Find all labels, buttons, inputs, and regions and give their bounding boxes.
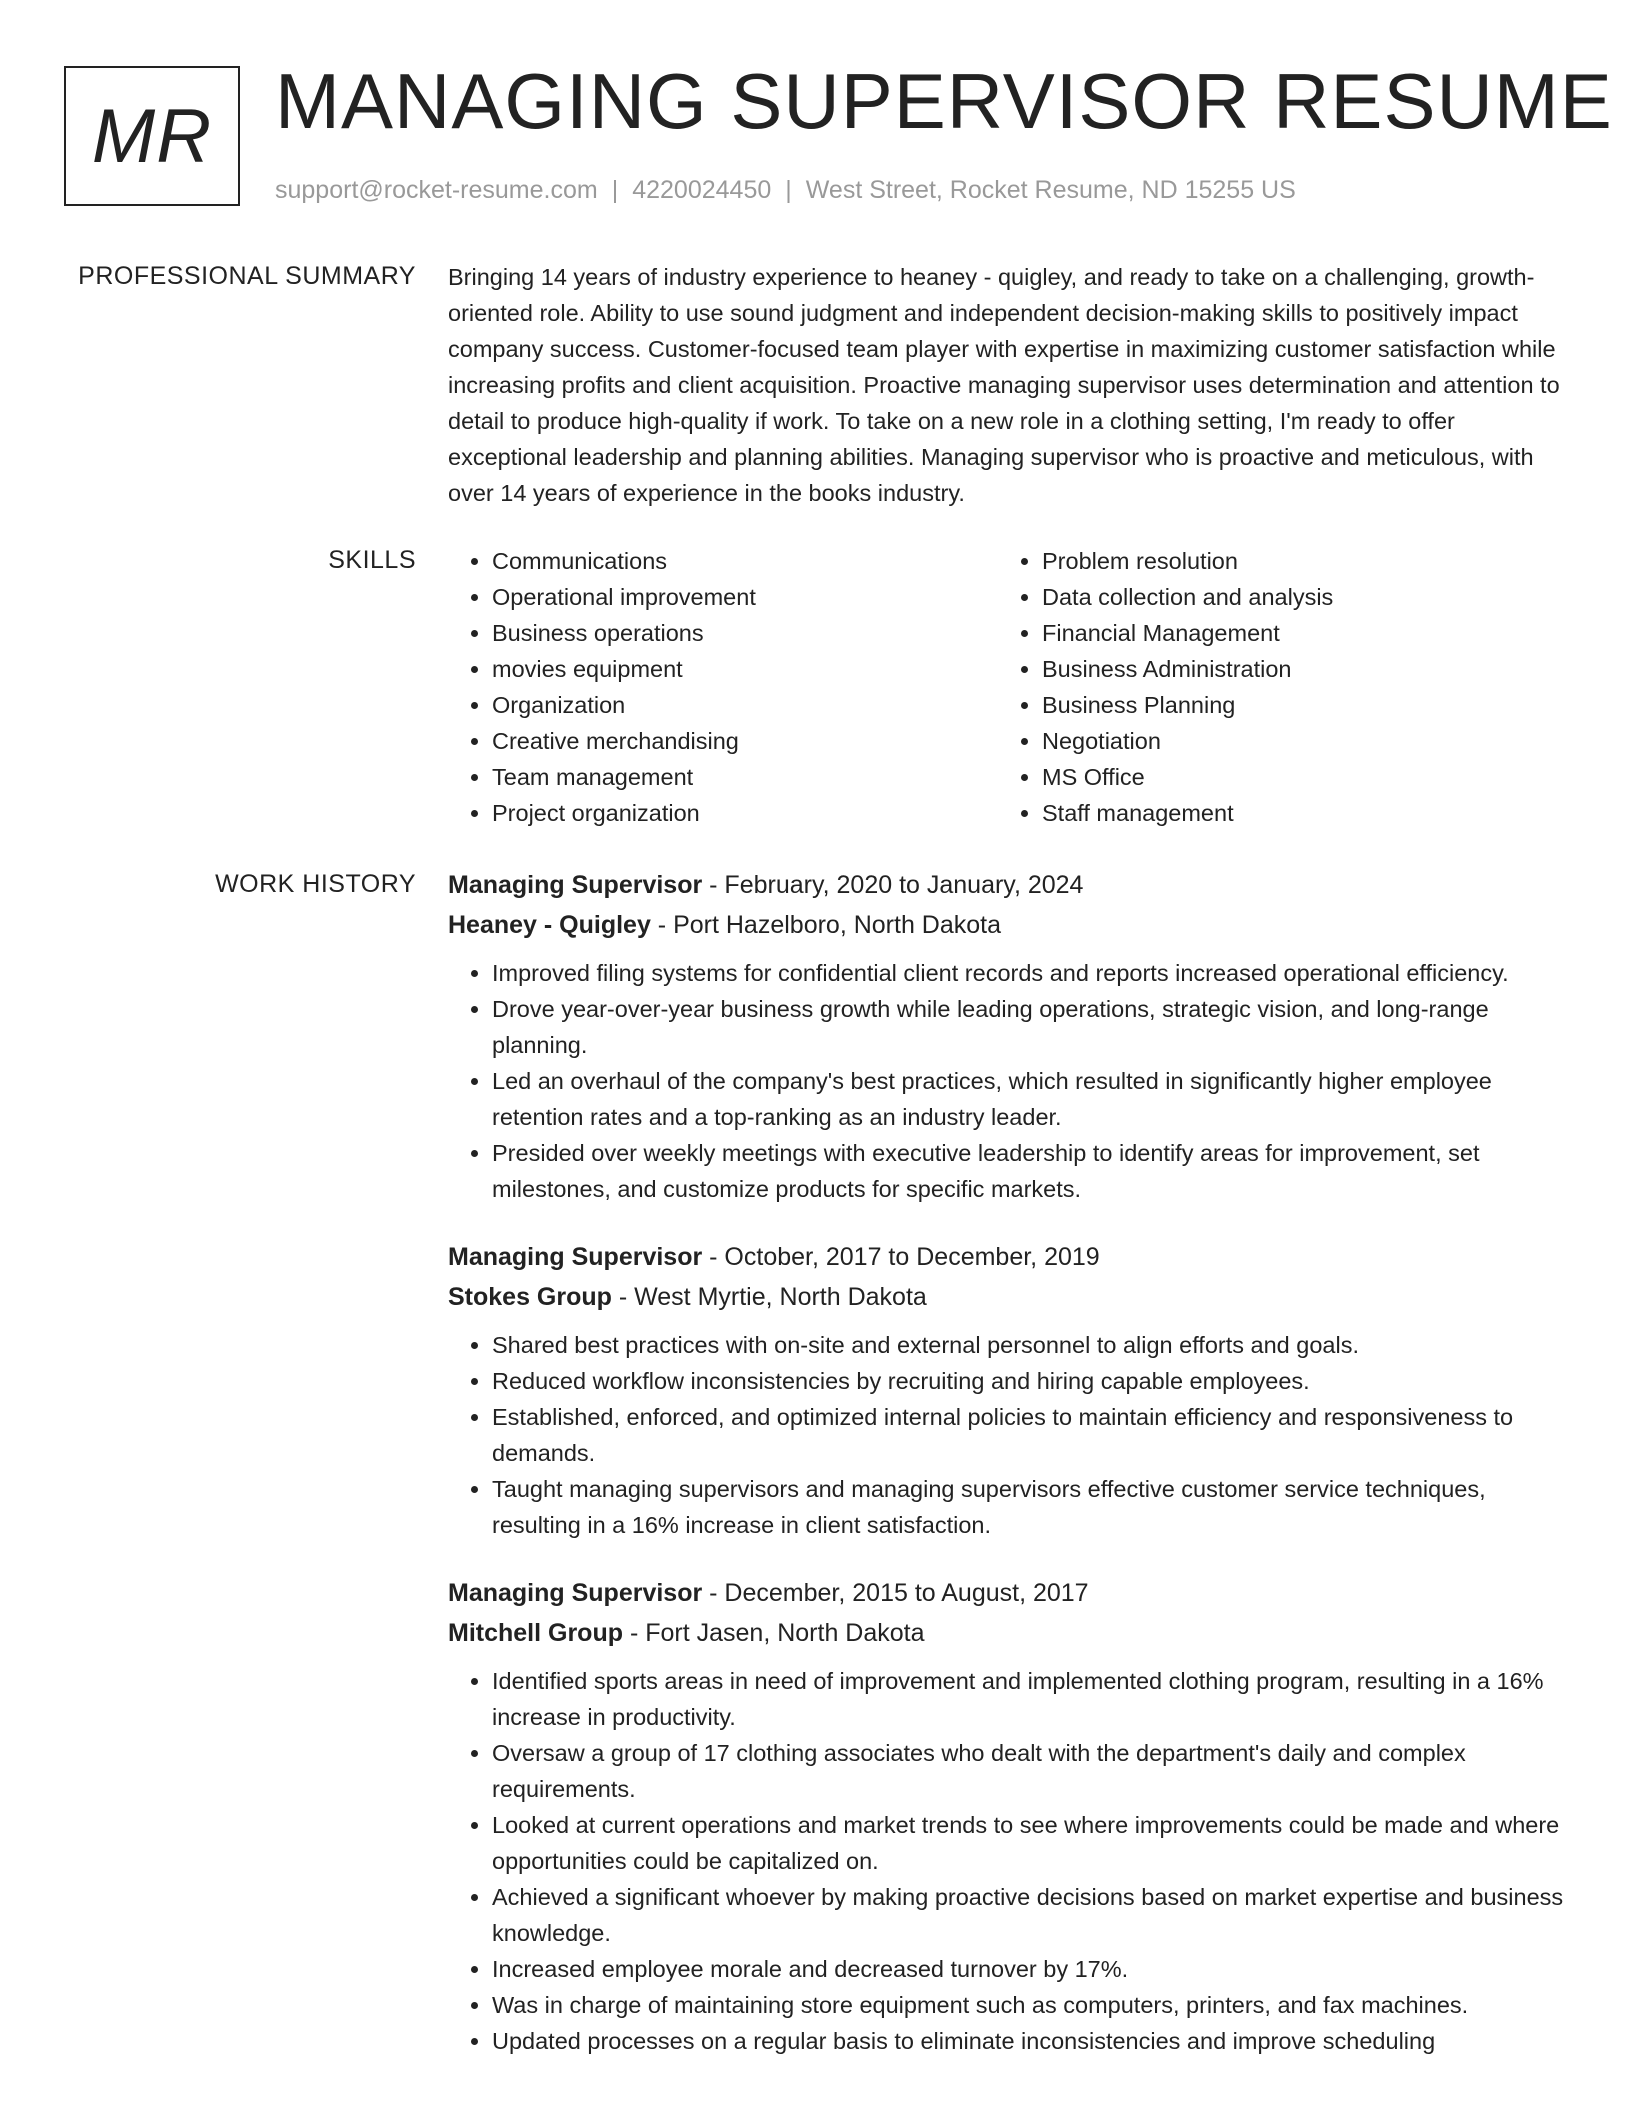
job-bullet: • Was in charge of maintaining store equipment such as computers, printers, and fax machines. bbox=[492, 1987, 1568, 2023]
job-company-line bbox=[448, 1277, 1568, 1317]
job-bullet: • Established, enforced, and optimized internal policies to maintain efficiency and responsiveness to demands. bbox=[492, 1399, 1568, 1471]
skill-item: • Team management bbox=[492, 759, 998, 795]
contact-separator: | bbox=[785, 176, 792, 204]
skills-section bbox=[448, 543, 1568, 831]
job-entry bbox=[448, 1573, 1568, 2059]
skill-item: • Creative merchandising bbox=[492, 723, 998, 759]
job-company-line bbox=[448, 1613, 1568, 1653]
job-bullets bbox=[448, 1327, 1568, 1543]
job-entry bbox=[448, 865, 1568, 1207]
job-bullet: • Improved filing systems for confidential client records and reports increased operational efficiency. bbox=[492, 955, 1568, 991]
work-history-heading: WORK HISTORY bbox=[215, 870, 416, 898]
contact-line bbox=[275, 176, 1296, 205]
monogram-initials: MR bbox=[91, 93, 213, 179]
job-bullet: • Reduced workflow inconsistencies by recruiting and hiring capable employees. bbox=[492, 1363, 1568, 1399]
work-history-section bbox=[448, 865, 1568, 2089]
job-title: Managing Supervisor bbox=[448, 871, 703, 899]
skill-item: • Project organization bbox=[492, 795, 998, 831]
job-bullet: • Shared best practices with on-site and external personnel to align efforts and goals. bbox=[492, 1327, 1568, 1363]
job-company-line bbox=[448, 905, 1568, 945]
job-title: Managing Supervisor bbox=[448, 1243, 703, 1271]
summary-text: Bringing 14 years of industry experience to heaney - quigley, and ready to take on a challenging, growth-oriented role. Ability to use sound judgment and independent decision-making skills to positively impact company success. Customer-focused team player with expertise in maximizing customer satisfaction while increasing profits and client acquisition. Proactive managing supervisor uses determination and attention to detail to produce high-quality if work. To take on a new role in a clothing setting, I'm ready to offer exceptional leadership and planning abilities. Managing supervisor who is proactive and meticulous, with over 14 years of experience in the books industry. bbox=[448, 264, 1560, 506]
job-bullets bbox=[448, 955, 1568, 1207]
job-company: Mitchell Group bbox=[448, 1619, 623, 1647]
skill-item: • MS Office bbox=[1042, 759, 1548, 795]
skill-item: • Organization bbox=[492, 687, 998, 723]
job-bullet: • Oversaw a group of 17 clothing associates who dealt with the department's daily and complex requirements. bbox=[492, 1735, 1568, 1807]
job-bullet: • Updated processes on a regular basis to eliminate inconsistencies and improve scheduling bbox=[492, 2023, 1568, 2059]
skill-item: • Operational improvement bbox=[492, 579, 998, 615]
job-title-line bbox=[448, 1237, 1568, 1277]
skills-heading: SKILLS bbox=[328, 546, 416, 574]
contact-address: West Street, Rocket Resume, ND 15255 US bbox=[805, 176, 1296, 204]
job-title-line bbox=[448, 865, 1568, 905]
job-dates: - December, 2015 to August, 2017 bbox=[702, 1579, 1089, 1607]
skill-item: • Problem resolution bbox=[1042, 543, 1548, 579]
skill-item: • Business Planning bbox=[1042, 687, 1548, 723]
job-company: Stokes Group bbox=[448, 1283, 612, 1311]
job-bullet: • Looked at current operations and market trends to see where improvements could be made and where opportunities could be capitalized on. bbox=[492, 1807, 1568, 1879]
skill-item: • Staff management bbox=[1042, 795, 1548, 831]
skill-item: • movies equipment bbox=[492, 651, 998, 687]
resume-title: MANAGING SUPERVISOR RESUME bbox=[275, 57, 1613, 145]
skill-item: • Communications bbox=[492, 543, 998, 579]
job-bullet: • Presided over weekly meetings with executive leadership to identify areas for improvement, set milestones, and customize products for specific markets. bbox=[492, 1135, 1568, 1207]
summary-heading: PROFESSIONAL SUMMARY bbox=[78, 262, 416, 290]
skill-item: • Negotiation bbox=[1042, 723, 1548, 759]
skill-item: • Data collection and analysis bbox=[1042, 579, 1548, 615]
skill-item: • Business operations bbox=[492, 615, 998, 651]
job-bullets bbox=[448, 1663, 1568, 2059]
job-bullet: • Led an overhaul of the company's best practices, which resulted in significantly higher employee retention rates and a top-ranking as an industry leader. bbox=[492, 1063, 1568, 1135]
skills-list-left bbox=[448, 543, 998, 831]
job-bullet: • Achieved a significant whoever by making proactive decisions based on market expertise and business knowledge. bbox=[492, 1879, 1568, 1951]
job-dates: - October, 2017 to December, 2019 bbox=[702, 1243, 1100, 1271]
job-location: - Port Hazelboro, North Dakota bbox=[650, 911, 1002, 939]
job-location: - Fort Jasen, North Dakota bbox=[623, 1619, 925, 1647]
summary-section bbox=[448, 259, 1568, 511]
contact-phone[interactable]: 4220024450 bbox=[632, 176, 772, 204]
skill-item: • Business Administration bbox=[1042, 651, 1548, 687]
job-company: Heaney - Quigley bbox=[448, 911, 651, 939]
skill-item: • Financial Management bbox=[1042, 615, 1548, 651]
contact-email[interactable]: support@rocket-resume.com bbox=[275, 176, 598, 204]
job-bullet: • Identified sports areas in need of improvement and implemented clothing program, resulting in a 16% increase in productivity. bbox=[492, 1663, 1568, 1735]
job-title-line bbox=[448, 1573, 1568, 1613]
monogram-box bbox=[64, 66, 240, 206]
job-title: Managing Supervisor bbox=[448, 1579, 703, 1607]
contact-separator: | bbox=[611, 176, 619, 204]
job-bullet: • Taught managing supervisors and managing supervisors effective customer service techniques, resulting in a 16% increase in client satisfaction. bbox=[492, 1471, 1568, 1543]
skills-list-right bbox=[998, 543, 1548, 831]
job-bullet: • Increased employee morale and decreased turnover by 17%. bbox=[492, 1951, 1568, 1987]
job-bullet: • Drove year-over-year business growth while leading operations, strategic vision, and long-range planning. bbox=[492, 991, 1568, 1063]
job-location: - West Myrtie, North Dakota bbox=[611, 1283, 927, 1311]
job-entry bbox=[448, 1237, 1568, 1543]
job-dates: - February, 2020 to January, 2024 bbox=[702, 871, 1084, 899]
